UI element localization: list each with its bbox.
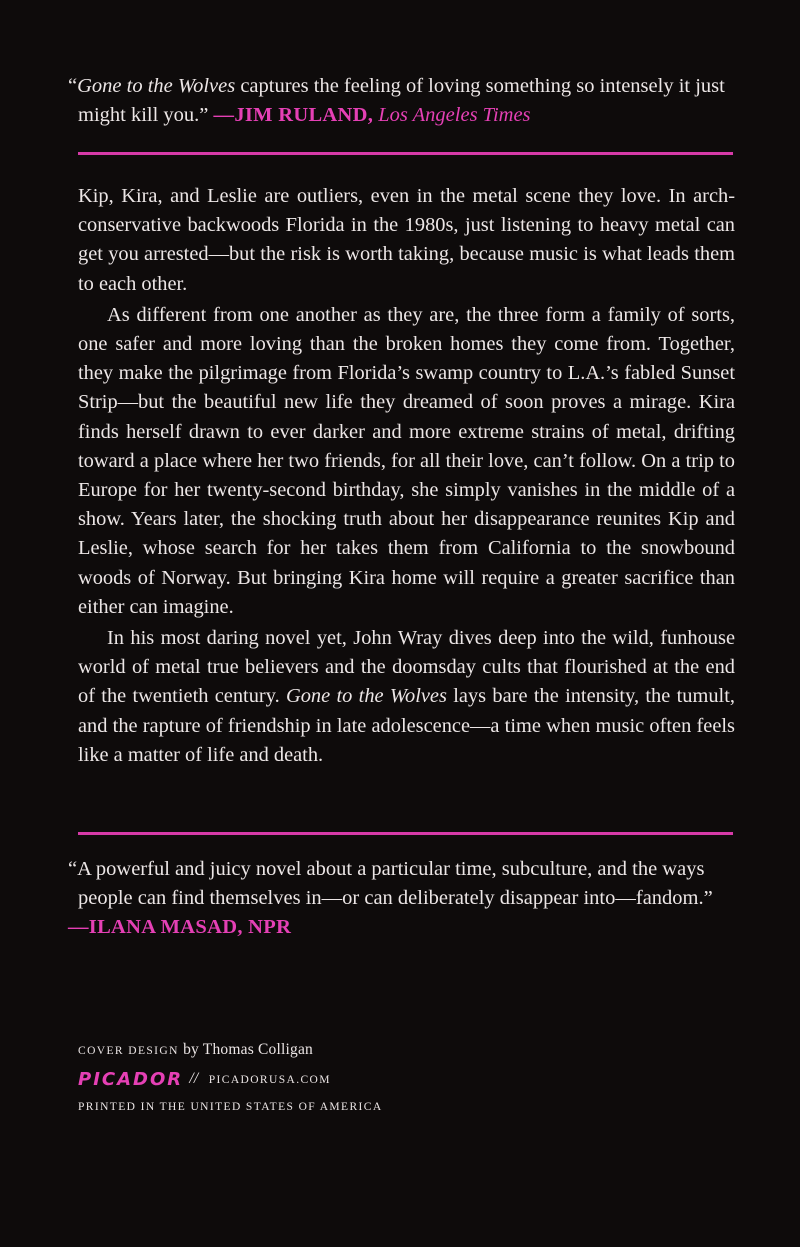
blurb-text: “A powerful and juicy novel about a particular time, subculture, and the ways bbox=[68, 858, 705, 880]
publisher-line bbox=[78, 1065, 383, 1094]
blurb-attribution: —JIM RULAND, bbox=[213, 104, 374, 126]
blurb-text: captures the feeling of loving something so intensely it just bbox=[235, 75, 725, 97]
blurb-attribution: —ILANA MASAD, NPR bbox=[68, 916, 292, 938]
picador-logo: PICADOR bbox=[78, 1069, 184, 1090]
description-paragraph: As different from one another as they are, the three form a family of sorts, one safer and more loving than the broken homes they come from. Together, they make the pilgrimage from Florida’s swamp country to L.A.’s fabled Sunset Strip—but the beautiful new life they dreamed of soon proves a mirage. Kira finds herself drawn to ever darker and more extreme strains of metal, drifting toward a place where her two friends, for all their love, can’t follow. On a trip to Europe for her twenty-second birthday, she simply vanishes in the middle of a show. Years later, the shocking truth about her disappearance reunites Kip and Leslie, whose search for her takes them from California to the snowbound woods of Norway. But bringing Kira home will require a greater sacrifice than either can imagine. bbox=[78, 303, 735, 618]
cover-design-label: COVER DESIGN bbox=[78, 1045, 179, 1057]
cover-designer: by Thomas Colligan bbox=[183, 1041, 314, 1058]
blurb-source: Los Angeles Times bbox=[378, 104, 531, 126]
separator: // bbox=[189, 1070, 199, 1087]
credits bbox=[78, 1036, 383, 1121]
blurb-text: people can find themselves in—or can deliberately disappear into—fandom.” bbox=[78, 887, 713, 909]
top-blurb bbox=[68, 72, 748, 130]
book-description bbox=[78, 182, 735, 770]
blurb-book-title: Gone to the Wolves bbox=[77, 75, 236, 97]
cover-design-credit bbox=[78, 1036, 383, 1065]
description-book-title: Gone to the Wolves bbox=[286, 685, 447, 708]
printed-in: PRINTED IN THE UNITED STATES OF AMERICA bbox=[78, 1101, 383, 1113]
bottom-blurb bbox=[68, 855, 748, 942]
publisher-website: PICADORUSA.COM bbox=[208, 1074, 331, 1086]
quote-open-mark: “ bbox=[68, 75, 78, 97]
description-paragraph bbox=[78, 624, 735, 770]
description-text: lays bare the intensity, the tumult, and the rapture of friendship in late adolescence—a time when music often feels like a matter of life and death. bbox=[78, 685, 735, 766]
divider-bottom bbox=[78, 832, 733, 835]
blurb-text-end: might kill you.” bbox=[78, 104, 209, 126]
divider-top bbox=[78, 152, 733, 155]
description-paragraph: Kip, Kira, and Leslie are outliers, even in the metal scene they love. In arch-conservative backwoods Florida in the 1980s, just listening to heavy metal can get you arrested—but the risk is worth taking, because music is what leads them to each other. bbox=[78, 185, 735, 295]
description-text: In his most daring novel yet, John Wray dives deep into the wild, funhouse world of metal true believers and the doomsday cults that flourished at the end of the twentieth century. bbox=[78, 627, 735, 708]
